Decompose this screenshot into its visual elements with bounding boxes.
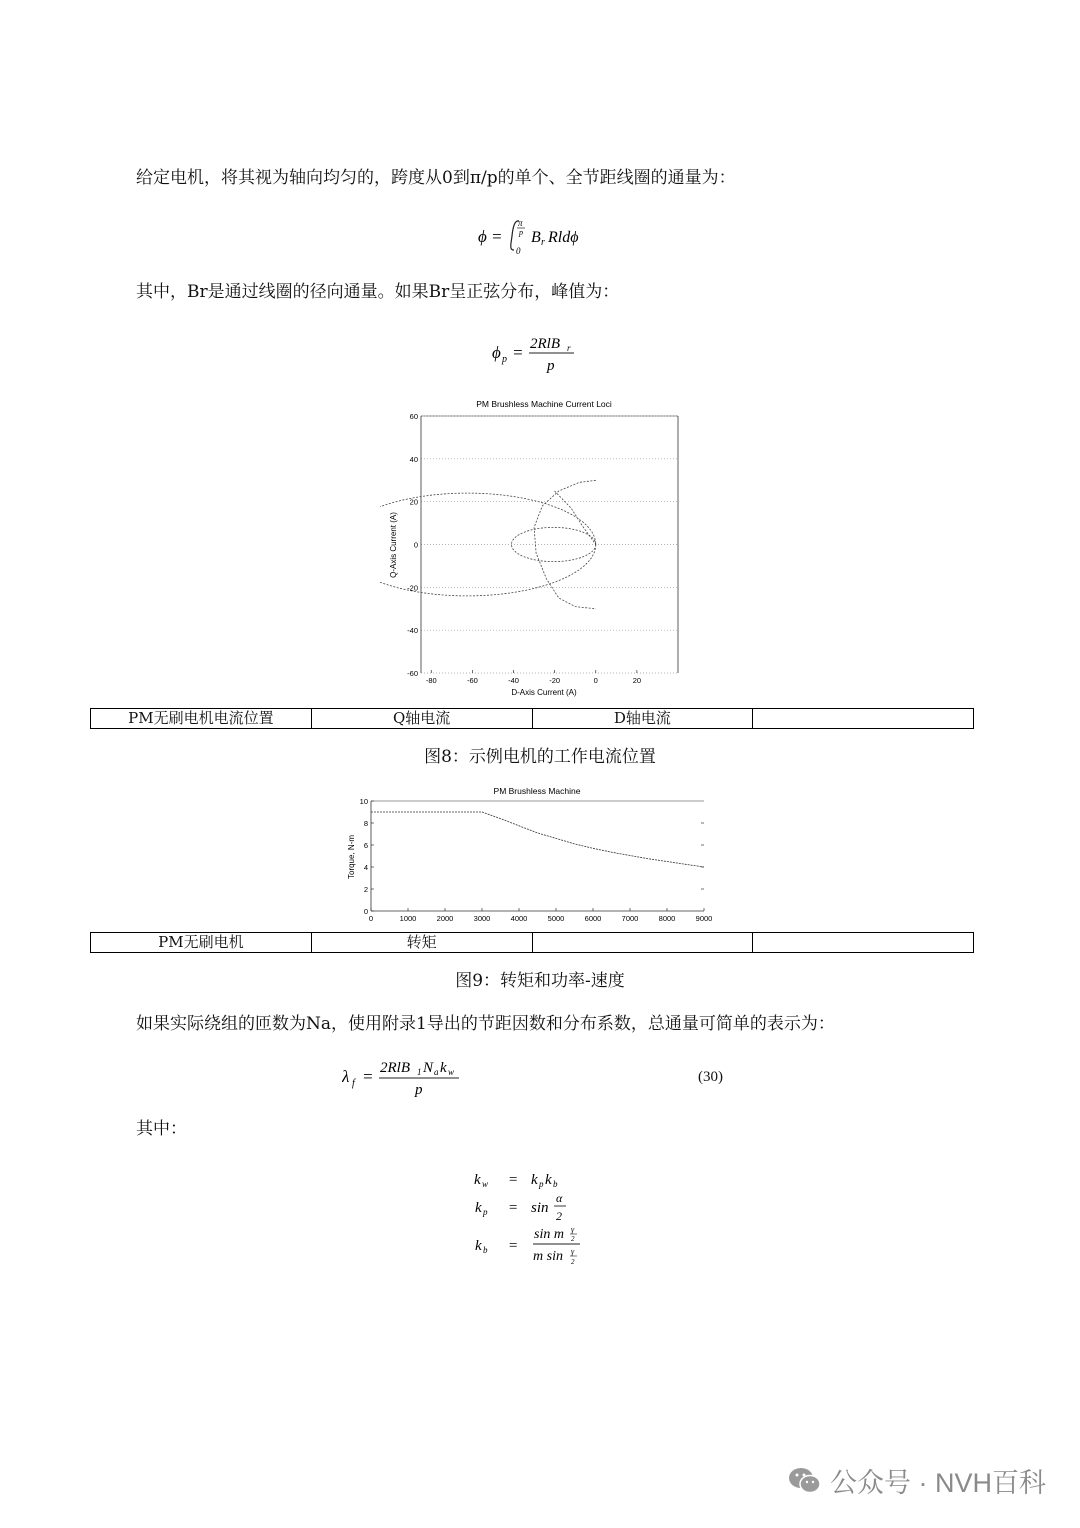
figure8-chart	[380, 392, 700, 702]
svg-text:2: 2	[571, 1235, 575, 1243]
svg-text:=: =	[508, 1200, 519, 1216]
svg-text:p: p	[415, 1082, 423, 1098]
svg-text:w: w	[482, 1179, 489, 1189]
figure9-y-tick-label: 8	[363, 819, 368, 828]
figure9-x-tick-label: 9000	[695, 914, 713, 923]
figure9-caption: 图9：转矩和功率-速度	[455, 971, 625, 991]
paragraph-where: 其中：	[136, 1119, 187, 1139]
figure9-chart	[338, 782, 728, 927]
svg-text:sin: sin	[531, 1200, 549, 1216]
svg-text:ϕ: ϕ	[478, 227, 487, 246]
figure9-x-tick-label: 0	[368, 914, 374, 923]
svg-text:r: r	[541, 237, 545, 248]
svg-text:k: k	[475, 1238, 482, 1254]
svg-text:b: b	[553, 1179, 558, 1189]
svg-text:N: N	[423, 1060, 434, 1076]
svg-text:0: 0	[516, 246, 521, 256]
figure9-x-tick-label: 4000	[510, 914, 528, 923]
figure8-y-tick-label: 60	[409, 412, 418, 421]
figure9-chart-title: PM Brushless Machine	[493, 786, 581, 796]
svg-text:=: =	[491, 227, 503, 246]
figure9-label-table	[90, 932, 974, 953]
figure9-cell-3	[532, 933, 753, 953]
equation-peak-flux	[492, 330, 592, 376]
equation-number: (30)	[698, 1069, 723, 1085]
svg-text:p: p	[502, 354, 507, 365]
figure9-x-tick-label: 8000	[658, 914, 676, 923]
figure8-x-tick-label: -80	[425, 676, 437, 685]
figure9-x-tick-label: 6000	[584, 914, 602, 923]
figure9-y-tick-label: 4	[363, 863, 368, 872]
figure9-y-tick-label: 6	[363, 841, 368, 850]
svg-text:m sin: m sin	[533, 1249, 563, 1264]
figure8-x-tick-label: 20	[632, 676, 642, 685]
figure8-cell-3: D轴电流	[532, 709, 753, 729]
watermark	[788, 1461, 1046, 1500]
svg-text:ϕ: ϕ	[492, 343, 501, 362]
svg-text:p: p	[483, 1207, 488, 1217]
figure8-y-tick-label: -20	[407, 583, 418, 593]
paragraph-radial-flux: 其中，Br是通过线圈的径向通量。如果Br呈正弦分布，峰值为：	[136, 282, 620, 302]
figure9-x-tick-label: 7000	[621, 914, 639, 923]
figure9-x-tick-label: 5000	[547, 914, 565, 923]
figure9-y-tick-label: 10	[359, 797, 368, 806]
figure8-y-tick-label: -60	[407, 669, 418, 678]
equation-winding-factors	[474, 1166, 594, 1270]
figure9-x-tick-label: 3000	[473, 914, 491, 923]
svg-text:2RlB: 2RlB	[530, 336, 560, 352]
figure8-x-tick-label: 0	[593, 676, 598, 685]
figure9-torque-series-0	[371, 812, 704, 867]
svg-text:k: k	[440, 1060, 447, 1076]
svg-text:b: b	[483, 1245, 488, 1255]
figure9-cell-2: 转矩	[311, 933, 532, 953]
svg-text:2: 2	[556, 1209, 562, 1223]
svg-text:f: f	[352, 1078, 355, 1089]
svg-text:Rldϕ: Rldϕ	[548, 229, 579, 246]
svg-text:w: w	[448, 1067, 455, 1077]
figure9-y-axis-label: Torque, N-m	[347, 834, 356, 880]
figure8-x-axis-label: D-Axis Current (A)	[511, 688, 577, 697]
svg-text:p: p	[547, 358, 555, 374]
figure8-y-tick-label: 20	[409, 497, 418, 507]
figure8-cell-2: Q轴电流	[311, 709, 532, 729]
figure8-y-tick-label: 40	[409, 454, 418, 464]
figure9-y-tick-label: 2	[363, 885, 368, 894]
figure9-x-tick-label: 1000	[399, 914, 417, 923]
equation-total-flux	[342, 1056, 472, 1100]
figure8-chart-title: PM Brushless Machine Current Loci	[476, 399, 612, 409]
svg-text:a: a	[434, 1067, 439, 1077]
figure8-y-tick-label: 0	[413, 540, 418, 550]
wechat-icon	[788, 1467, 822, 1495]
svg-text:k: k	[545, 1172, 552, 1188]
svg-text:2: 2	[571, 1258, 575, 1266]
equation-flux-integral	[478, 216, 608, 256]
svg-text:p: p	[519, 228, 523, 237]
svg-text:λ: λ	[342, 1067, 350, 1086]
figure8-y-tick-label: -40	[407, 626, 418, 636]
figure9-y-tick-label: 0	[363, 907, 368, 916]
svg-text:=: =	[512, 343, 524, 362]
svg-text:k: k	[531, 1172, 538, 1188]
figure9-cell-4	[753, 933, 974, 953]
svg-text:1: 1	[417, 1067, 422, 1077]
svg-text:k: k	[474, 1172, 481, 1188]
svg-text:=: =	[508, 1172, 519, 1188]
paragraph-total-flux: 如果实际绕组的匝数为Na，使用附录1导出的节距因数和分布系数，总通量可简单的表示为：	[136, 1014, 835, 1034]
svg-text:=: =	[362, 1067, 374, 1086]
figure8-x-tick-label: -40	[508, 676, 519, 685]
svg-text:r: r	[567, 343, 571, 353]
watermark-text: 公众号 · NVH百科	[830, 1468, 1046, 1498]
svg-text:sin m: sin m	[534, 1227, 564, 1242]
figure9-cell-1: PM无刷电机	[91, 933, 312, 953]
svg-text:p: p	[539, 1179, 544, 1189]
figure8-label-table	[90, 708, 974, 729]
figure8-y-axis-label: Q-Axis Current (A)	[389, 512, 398, 578]
figure9-x-tick-label: 2000	[436, 914, 454, 923]
figure8-cell-4	[753, 709, 974, 729]
svg-text:k: k	[475, 1200, 482, 1216]
svg-text:π: π	[518, 218, 523, 228]
svg-text:γ: γ	[571, 1247, 575, 1256]
svg-text:B: B	[531, 229, 541, 246]
svg-text:γ: γ	[571, 1225, 575, 1234]
figure8-locus-3	[555, 491, 596, 545]
figure8-x-tick-label: -60	[466, 676, 478, 685]
figure8-cell-1: PM无刷电机电流位置	[91, 709, 312, 729]
svg-text:α: α	[556, 1191, 563, 1205]
figure8-x-tick-label: -20	[549, 676, 561, 685]
svg-text:=: =	[508, 1238, 519, 1254]
figure8-caption: 图8：示例电机的工作电流位置	[424, 747, 656, 767]
svg-text:2RlB: 2RlB	[380, 1060, 410, 1076]
paragraph-flux-intro: 给定电机，将其视为轴向均匀的，跨度从0到π/p的单个、全节距线圈的通量为：	[136, 168, 736, 188]
